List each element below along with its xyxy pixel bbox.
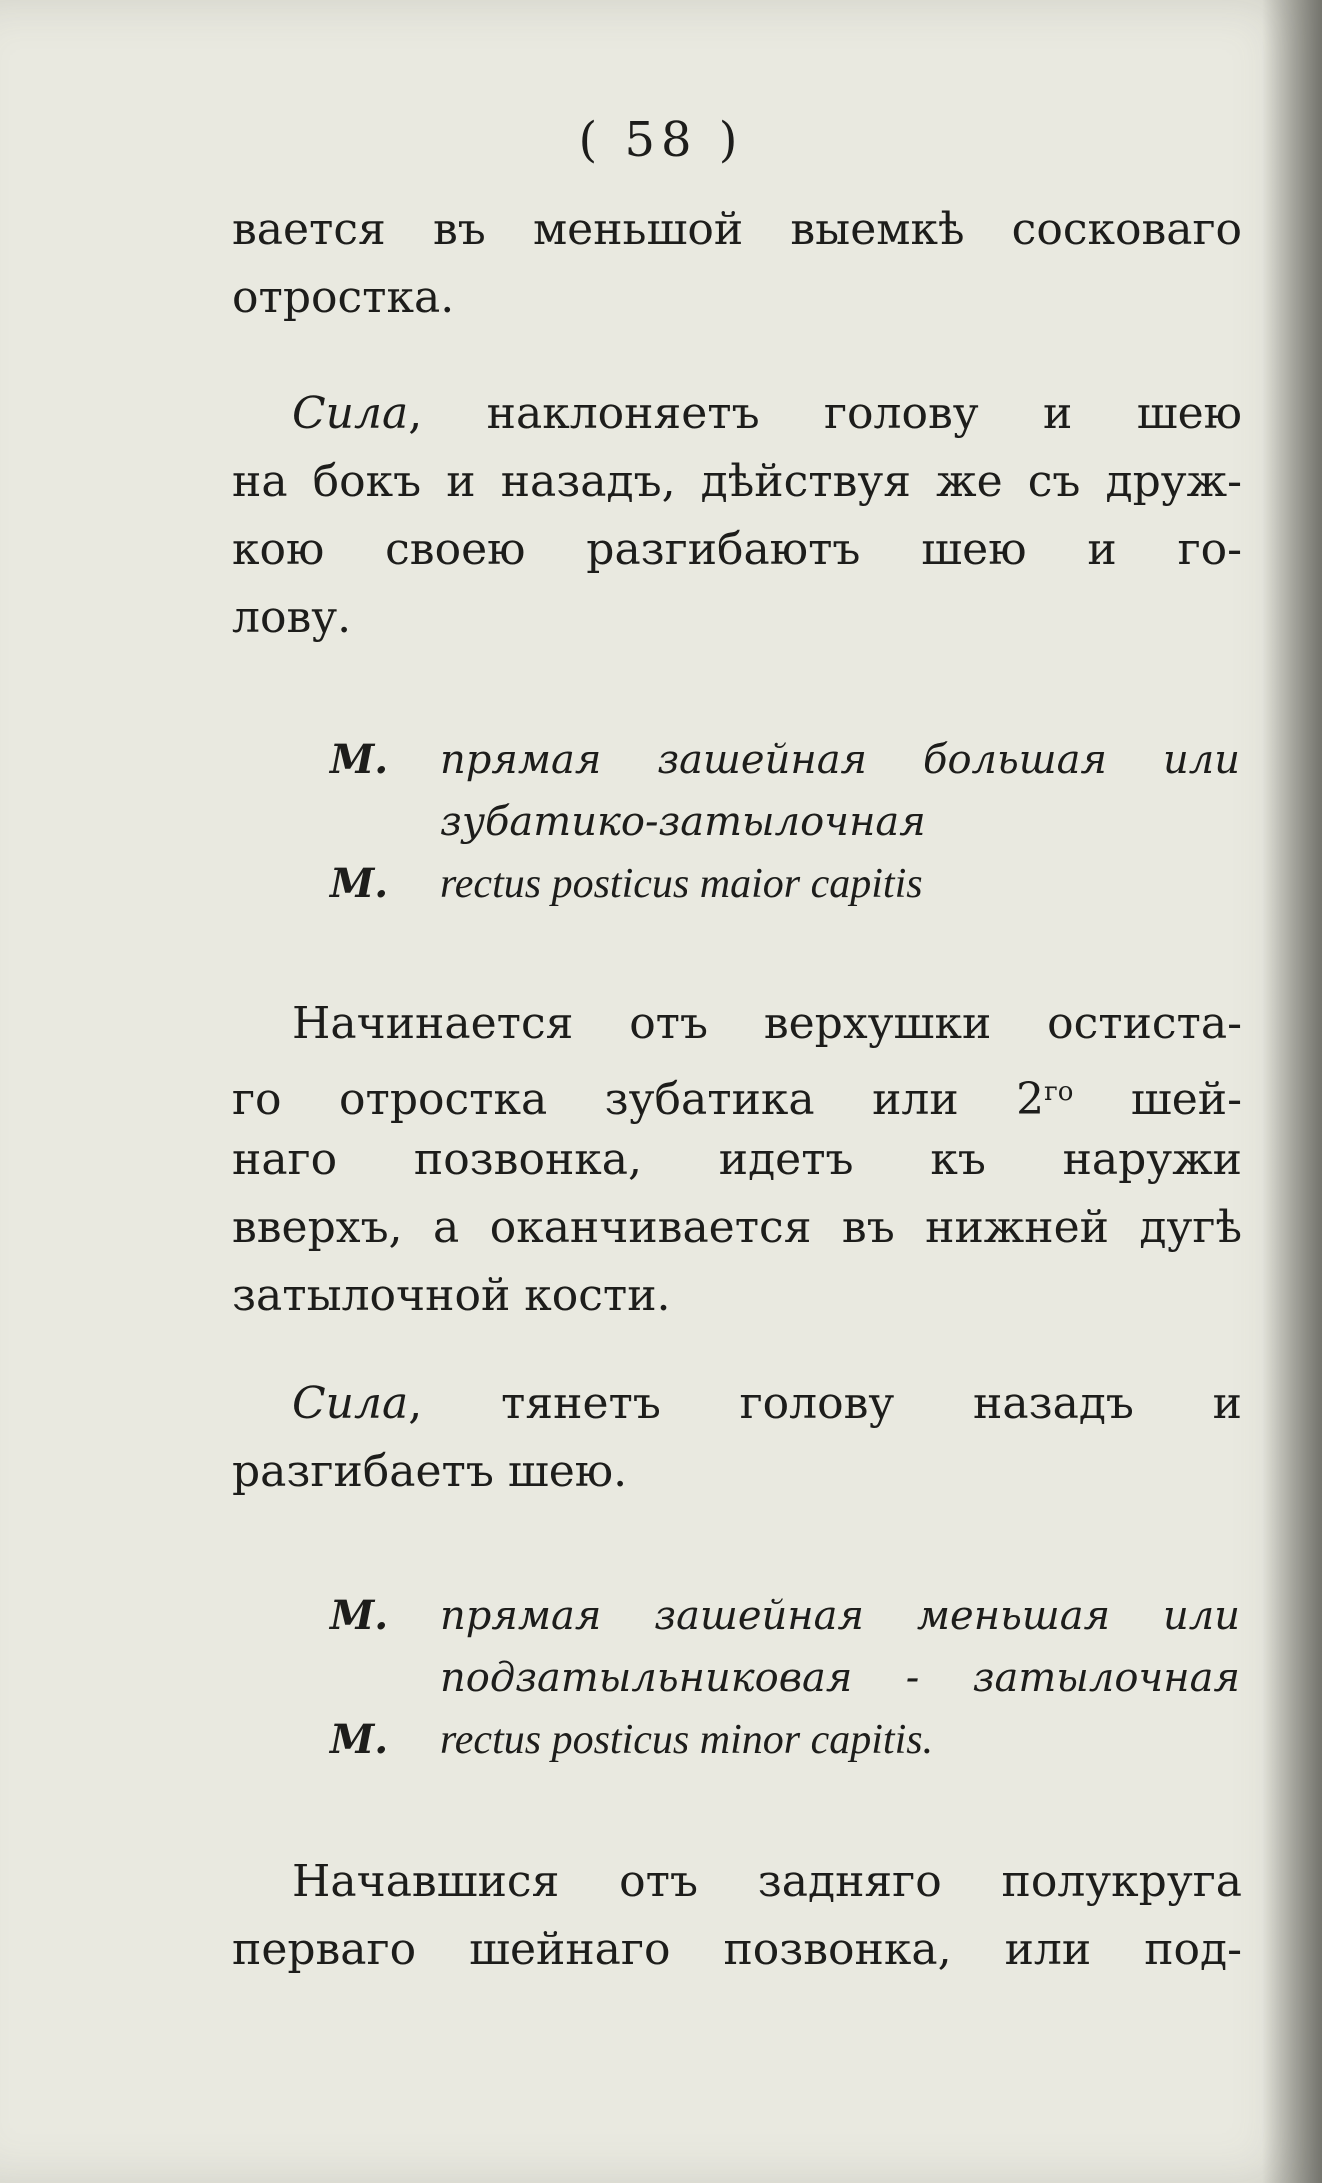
text-run: го отростка зубатика или 2 <box>232 1074 1045 1125</box>
muscle-row <box>330 1585 1240 1647</box>
text-line: на бокъ и назадъ, дѣйствуя же съ друж- <box>232 456 1242 507</box>
muscle-name-ru: прямая зашейная большая или <box>440 737 1240 783</box>
muscle-row <box>330 791 1240 853</box>
muscle-name-ru: прямая зашейная меньшая или <box>440 1593 1240 1639</box>
muscle-row <box>330 1709 1240 1771</box>
text-line: затылочной кости. <box>232 1270 671 1321</box>
text-line: кою своею разгибаютъ шею и го- <box>232 524 1242 575</box>
text-run: шей- <box>1073 1074 1243 1125</box>
muscle-row <box>330 1647 1240 1709</box>
text-line: отростка. <box>232 272 455 323</box>
text-line: Начинается отъ верхушки остиста- <box>292 998 1242 1049</box>
muscle-abbrev: М. <box>330 736 389 783</box>
muscle-row <box>330 853 1240 915</box>
paragraph-continuation <box>232 196 1242 332</box>
page-edge-shadow <box>1262 0 1322 2183</box>
muscle-heading-minor <box>330 1585 1240 1771</box>
text-line: Начавшися отъ задняго полукруга <box>292 1856 1242 1907</box>
text-line: вается въ меньшой выемкѣ сосковаго <box>232 204 1242 255</box>
paragraph-origin-minor <box>232 1848 1242 1984</box>
page-number: ( 58 ) <box>578 112 744 168</box>
paragraph-sila-1 <box>232 380 1242 652</box>
paragraph-origin-major <box>232 990 1242 1330</box>
muscle-name-latin: rectus posticus maior capitis <box>440 861 923 907</box>
muscle-name-latin: rectus posticus minor capitis. <box>440 1717 934 1763</box>
muscle-row <box>330 729 1240 791</box>
muscle-abbrev: М. <box>330 860 389 907</box>
text-run: , наклоняетъ голову и шею <box>408 388 1242 439</box>
superscript: го <box>1044 1077 1074 1107</box>
sila-label: Сила <box>292 388 409 439</box>
paragraph-sila-2 <box>232 1370 1242 1506</box>
muscle-heading-major <box>330 729 1240 915</box>
text-line <box>232 1370 1242 1438</box>
text-line: разгибаетъ шею. <box>232 1446 628 1497</box>
sila-label: Сила <box>292 1378 409 1429</box>
muscle-name-ru-cont: подзатыльниковая - затылочная <box>440 1655 1240 1701</box>
text-line <box>232 380 1242 448</box>
muscle-name-ru-cont: зубатико-затылочная <box>440 799 926 845</box>
text-line: лову. <box>232 592 352 643</box>
muscle-abbrev: М. <box>330 1592 389 1639</box>
text-line: вверхъ, а оканчивается въ нижней дугѣ <box>232 1202 1242 1253</box>
muscle-abbrev: М. <box>330 1716 389 1763</box>
text-line: наго позвонка, идетъ къ наружи <box>232 1134 1242 1185</box>
text-line <box>232 1058 1242 1126</box>
text-run: , тянетъ голову назадъ и <box>408 1378 1242 1429</box>
text-line: перваго шейнаго позвонка, или под- <box>232 1924 1242 1975</box>
